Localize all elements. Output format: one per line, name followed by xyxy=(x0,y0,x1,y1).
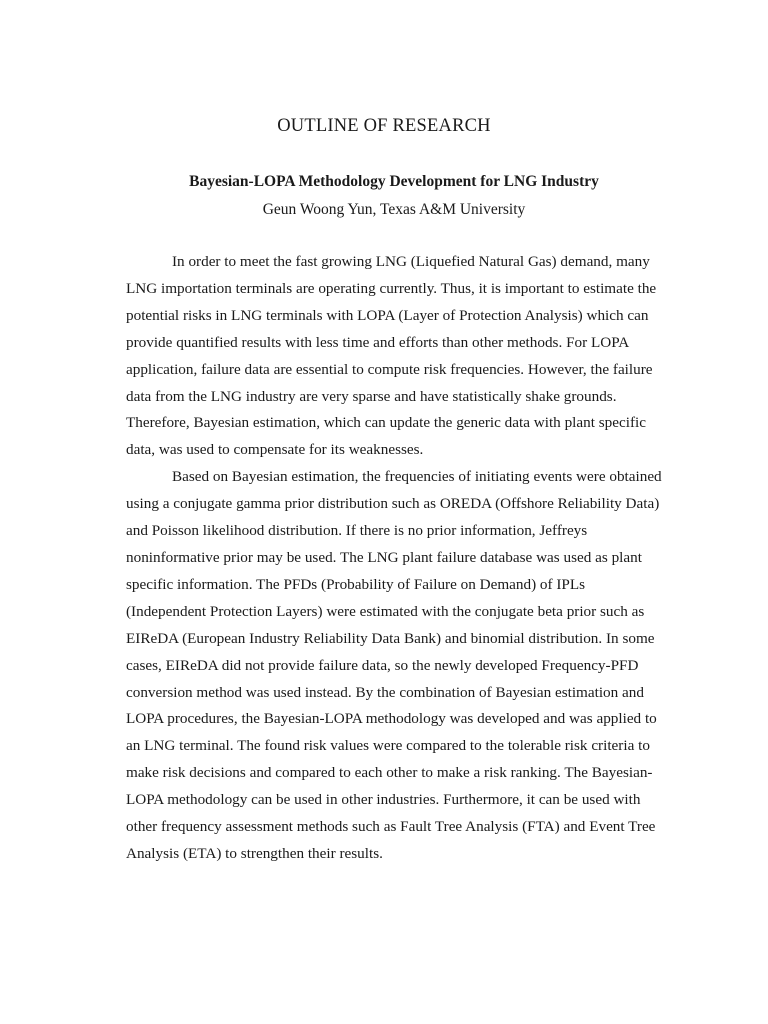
research-title: Bayesian-LOPA Methodology Development for LNG Industry xyxy=(189,173,599,190)
author-line: Geun Woong Yun, Texas A&M University xyxy=(262,201,526,218)
abstract-paragraph-1: In order to meet the fast growing LNG (Liquefied Natural Gas) demand, many LNG importation terminals are operating currently. Thus, it is important to estimate the potential risks in LNG terminals with LOPA (Layer of Protection Analysis) which can provide quantified results with less time and efforts than other methods. For LOPA application, failure data are essential to compute risk frequencies. However, the failure data from the LNG industry are very sparse and have statistically shake grounds. Therefore, Bayesian estimation, which can update the generic data with plant specific data, was used to compensate for its weaknesses. xyxy=(126,253,657,459)
abstract-paragraph-2: Based on Bayesian estimation, the frequencies of initiating events were obtained using a conjugate gamma prior distribution such as OREDA (Offshore Reliability Data) and Poisson likelihood distribution. If there is no prior information, Jeffreys noninformative prior may be used. The LNG plant failure database was used as plant specific information. The PFDs (Probability of Failure on Demand) of IPLs (Independent Protection Layers) were estimated with the conjugate beta prior such as EIReDA (European Industry Reliability Data Bank) and binomial distribution. In some cases, EIReDA did not provide failure data, so the newly developed Frequency-PFD conversion method was used instead. By the combination of Bayesian estimation and LOPA procedures, the Bayesian-LOPA methodology was developed and was applied to an LNG terminal. The found risk values were compared to the tolerable risk criteria to make risk decisions and compared to each other to make a risk ranking. The Bayesian-LOPA methodology can be used in other industries. Furthermore, it can be used with other frequency assessment methods such as Fault Tree Analysis (FTA) and Event Tree Analysis (ETA) to strengthen their results. xyxy=(126,468,662,862)
abstract-body xyxy=(126,249,666,868)
document-heading: OUTLINE OF RESEARCH xyxy=(277,116,491,136)
